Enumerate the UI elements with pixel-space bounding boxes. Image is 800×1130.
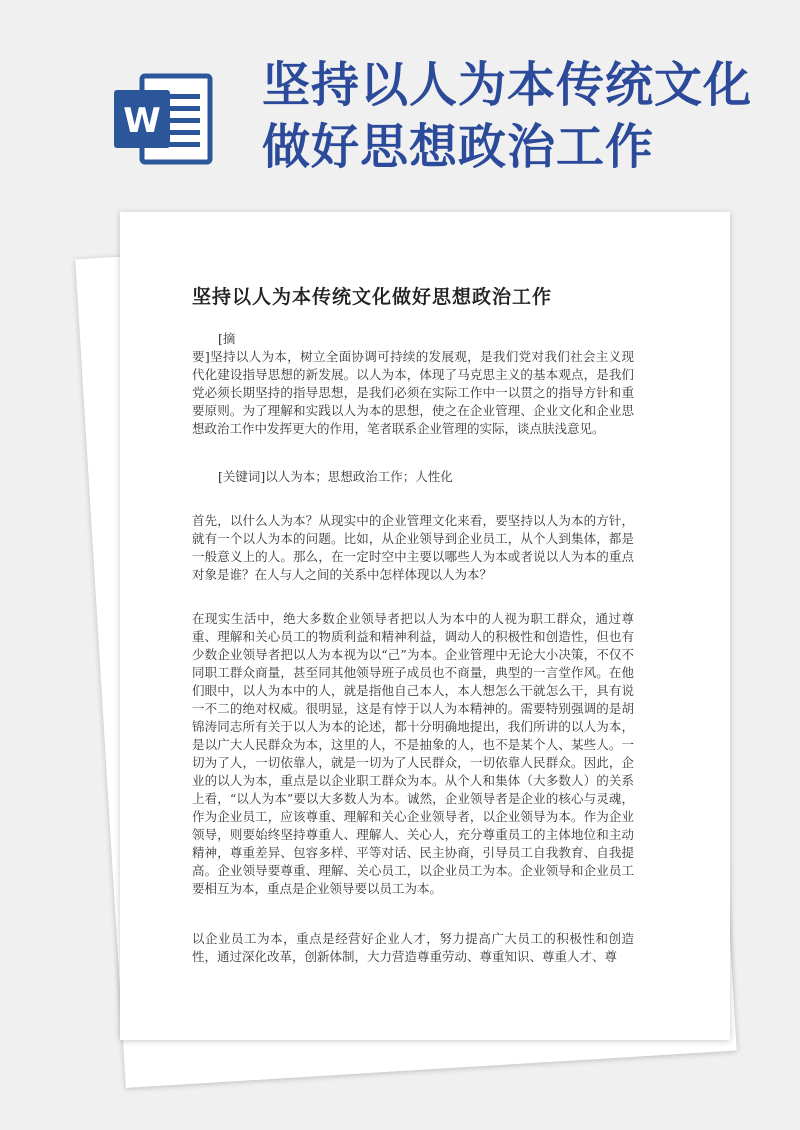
word-document-icon xyxy=(112,70,216,168)
keywords-line: [关键词]以人为本；思想政治工作；人性化 xyxy=(218,469,453,484)
abstract-paragraph: 要]坚持以人为本，树立全面协调可持续的发展观，是我们党对我们社会主义现代化建设指导思想的新发展。以人为本，体现了马克思主义的基本观点，是我们党必须长期坚持的指导思想，是我们必须在实际工作中一以贯之的指导方针和重要原则。为了理解和实践以人为本的思想，使之在企业管理、企业文化和企业思想政治工作中发挥更大的作用，笔者联系企业管理的实际，谈点肤浅意见。 xyxy=(192,349,634,436)
document-page xyxy=(120,212,730,1040)
page-title: 坚持以人为本传统文化做好思想政治工作 xyxy=(262,57,753,175)
svg-text:W: W xyxy=(123,101,161,141)
body-paragraph-1: 首先，以什么人为本？从现实中的企业管理文化来看，要坚持以人为本的方针，就有一个以人为本的问题。比如，从企业领导到企业员工，从个人到集体，都是一般意义上的人。那么，在一定时空中主要以哪些人为本或者说以人为本的重点对象是谁？在人与人之间的关系中怎样体现以人为本？ xyxy=(192,513,634,582)
body-paragraph-2: 在现实生活中，绝大多数企业领导者把以人为本中的人视为职工群众，通过尊重、理解和关心员工的物质利益和精神利益，调动人的积极性和创造性，但也有少数企业领导者把以人为本视为以“己”为本。企业管理中无论大小决策，不仅不同职工群众商量，甚至同其他领导班子成员也不商量，典型的一言堂作风。在他们眼中，以人为本中的人，就是指他自己本人，本人想怎么干就怎么干，具有说一不二的绝对权威。很明显，这是有悖于以人为本精神的。需要特别强调的是胡锦涛同志所有关于以人为本的论述，都十分明确地提出，我们所讲的以人为本，是以广大人民群众为本，这里的人，不是抽象的人，也不是某个人、某些人。一切为了人，一切依靠人，就是一切为了人民群众，一切依靠人民群众。因此，企业的以人为本，重点是以企业职工群众为本。从个人和集体（大多数人）的关系上看，“以人为本”要以大多数人为本。诚然，企业领导者是企业的核心与灵魂，作为企业员工，应该尊重、理解和关心企业领导者，以企业领导为本。作为企业领导，则要始终坚持尊重人、理解人、关心人，充分尊重员工的主体地位和主动精神，尊重差异、包容多样、平等对话、民主协商，引导员工自我教育、自我提高。企业领导要尊重、理解、关心员工，以企业员工为本。企业领导和企业员工要相互为本，重点是企业领导要以员工为本。 xyxy=(192,611,634,896)
document-title: 坚持以人为本传统文化做好思想政治工作 xyxy=(192,286,553,308)
abstract-lead: [摘 xyxy=(218,331,236,346)
body-paragraph-3: 以企业员工为本，重点是经营好企业人才，努力提高广大员工的积极性和创造性，通过深化改革，创新体制，大力营造尊重劳动、尊重知识、尊重人才、尊 xyxy=(192,931,634,964)
header-banner xyxy=(0,0,800,200)
